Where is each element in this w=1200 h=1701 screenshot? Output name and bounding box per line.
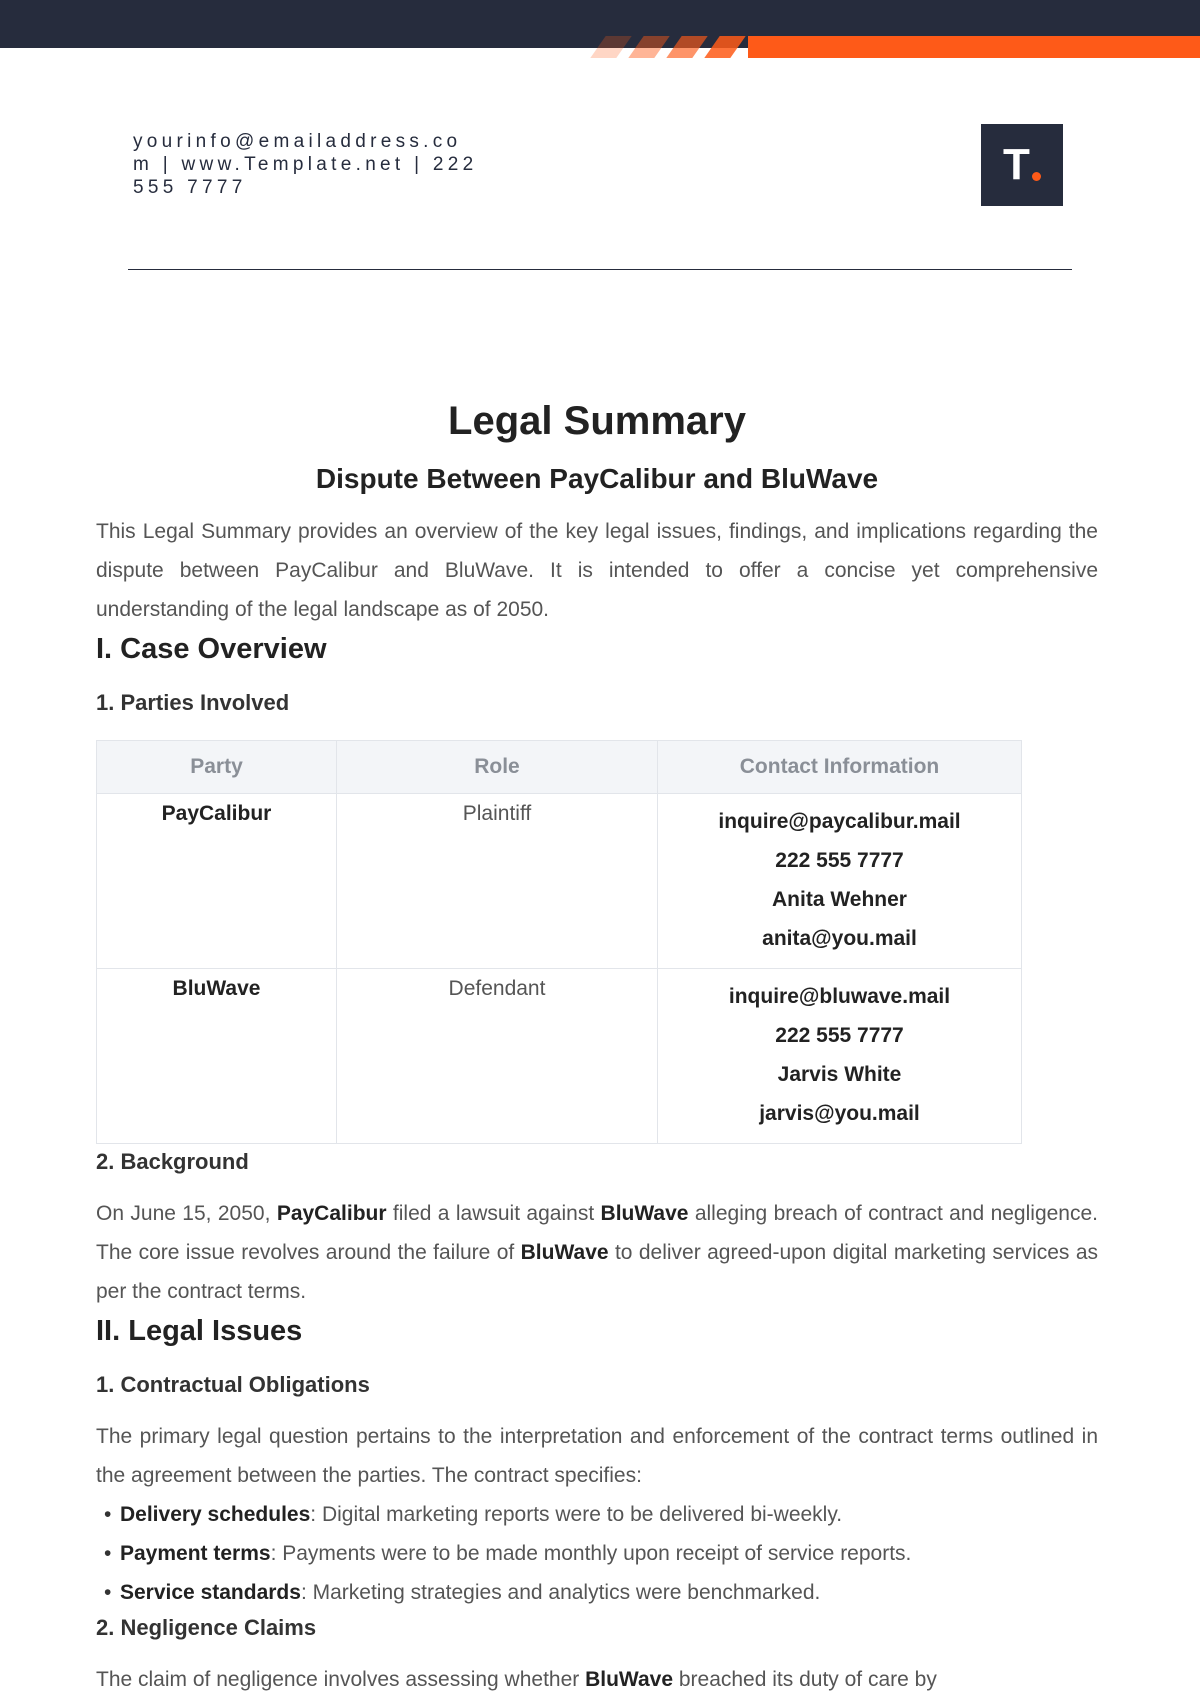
document-subtitle: Dispute Between PayCalibur and BluWave: [315, 463, 879, 494]
cell-party: BluWave: [97, 969, 337, 1144]
header-divider: [128, 269, 1072, 270]
party-name: BluWave: [600, 1202, 689, 1225]
text-run: breached its duty of care by: [673, 1668, 937, 1691]
text-run: The claim of negligence involves assessing whether: [96, 1668, 586, 1691]
party-name: BluWave: [520, 1241, 609, 1264]
parties-table: [96, 740, 1022, 1144]
cell-role: Defendant: [337, 969, 658, 1144]
column-header-party: Party: [97, 741, 337, 794]
contact-person-email: jarvis@you.mail: [759, 1102, 920, 1125]
column-header-role: Role: [337, 741, 658, 794]
section-heading-legal-issues: II. Legal Issues: [96, 1315, 303, 1347]
subheading-negligence: 2. Negligence Claims: [96, 1615, 317, 1640]
party-name: PayCalibur: [276, 1202, 387, 1225]
accent-strip: [748, 36, 1200, 58]
text-run: alleging breach of contract and negligence. The core issue revolves around the failure of: [96, 1202, 1098, 1264]
table-row: [97, 794, 1022, 969]
contract-terms-list: [96, 1495, 1098, 1612]
logo-letter: T: [1003, 140, 1030, 189]
document-body: [96, 392, 1098, 1699]
list-item: [110, 1495, 1098, 1534]
list-item: [110, 1534, 1098, 1573]
contact-person-email: anita@you.mail: [762, 927, 917, 950]
subheading-background: 2. Background: [96, 1149, 249, 1174]
table-row: [97, 969, 1022, 1144]
cell-contact: [658, 969, 1022, 1144]
contract-paragraph: The primary legal question pertains to the interpretation and enforcement of the contract terms outlined in the agreement between the parties. The contract specifies:: [96, 1425, 1098, 1487]
term-label: Delivery schedules: [120, 1503, 311, 1526]
contact-email: inquire@paycalibur.mail: [718, 810, 961, 833]
text-run: On June 15, 2050,: [96, 1202, 277, 1225]
section-heading-case-overview: I. Case Overview: [96, 633, 327, 665]
contact-phone: 222 555 7777: [775, 849, 904, 872]
subheading-contractual: 1. Contractual Obligations: [96, 1372, 370, 1397]
negligence-paragraph: [96, 1660, 1098, 1699]
contact-email: inquire@bluwave.mail: [728, 985, 951, 1008]
term-label: Service standards: [120, 1581, 301, 1604]
contact-person: Anita Wehner: [772, 888, 907, 911]
term-label: Payment terms: [120, 1542, 271, 1565]
intro-paragraph: This Legal Summary provides an overview of the key legal issues, findings, and implications regarding the dispute between PayCalibur and BluWave. It is intended to offer a concise yet comprehensive understanding of the legal landscape as of 2050.: [96, 520, 1098, 621]
text-run: to deliver agreed-upon digital marketing services as per the contract terms.: [96, 1241, 1098, 1303]
cell-contact: [658, 794, 1022, 969]
cell-role: Plaintiff: [337, 794, 658, 969]
term-text: : Marketing strategies and analytics were benchmarked.: [300, 1581, 821, 1604]
logo: [981, 124, 1063, 206]
cell-party: PayCalibur: [97, 794, 337, 969]
subheading-parties: 1. Parties Involved: [96, 690, 290, 715]
background-paragraph: [96, 1194, 1098, 1311]
list-item: [110, 1573, 1098, 1612]
contact-phone: 222 555 7777: [775, 1024, 904, 1047]
term-text: : Payments were to be made monthly upon receipt of service reports.: [270, 1542, 912, 1565]
column-header-contact: Contact Information: [658, 741, 1022, 794]
document-title: Legal Summary: [448, 399, 746, 443]
party-name: BluWave: [585, 1668, 674, 1691]
text-run: filed a lawsuit against: [386, 1202, 601, 1225]
contact-person: Jarvis White: [777, 1063, 902, 1086]
term-text: : Digital marketing reports were to be delivered bi-weekly.: [310, 1503, 843, 1526]
table-header-row: [97, 741, 1022, 794]
logo-dot: [1032, 172, 1041, 181]
contact-info: yourinfo@emailaddress.com | www.Template.net | 222 555 7777: [133, 131, 478, 198]
